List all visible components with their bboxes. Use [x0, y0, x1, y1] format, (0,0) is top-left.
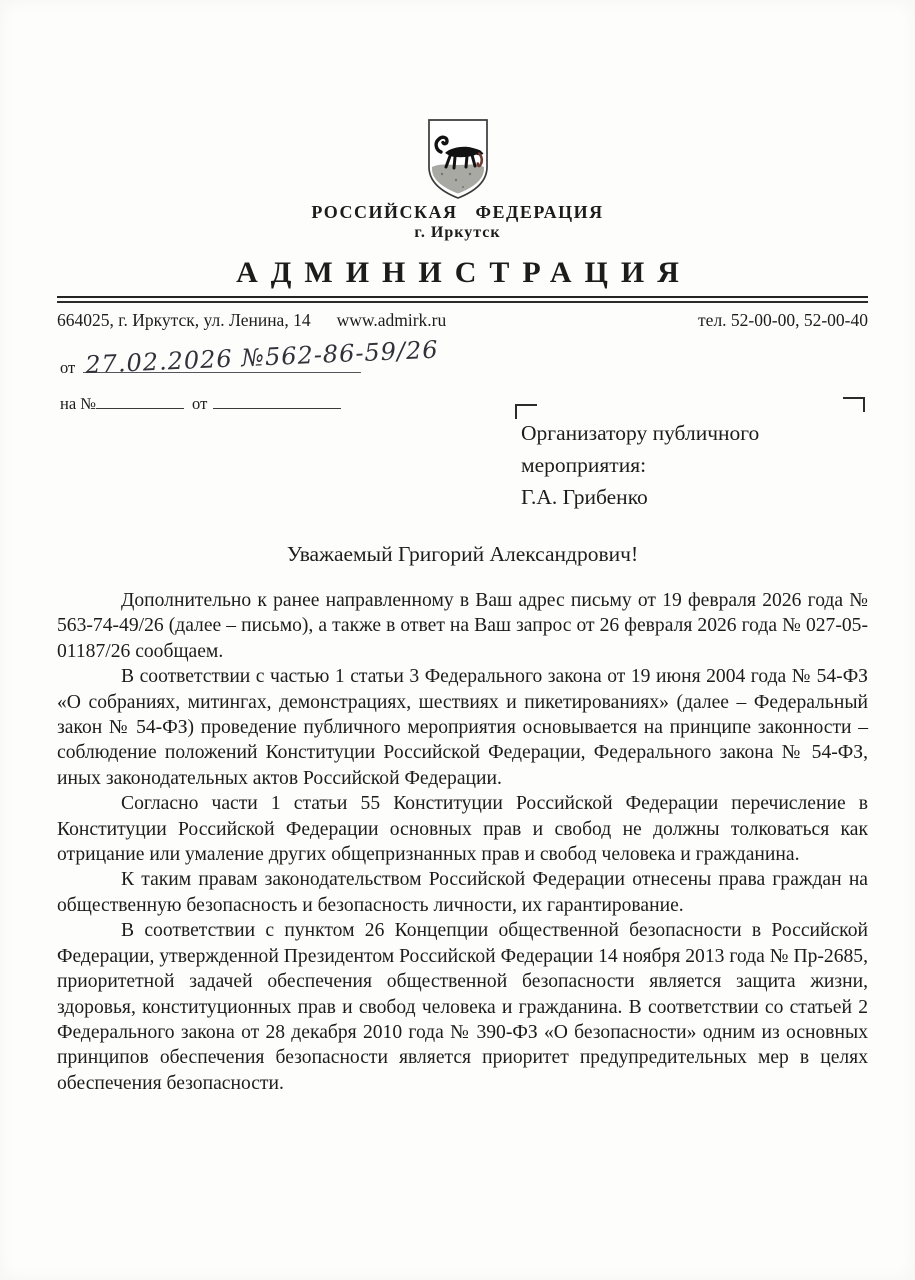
incoming-date-field: [213, 394, 341, 409]
letterhead-double-rule: [57, 296, 868, 303]
letterhead-website: www.admirk.ru: [336, 310, 447, 330]
recipient-name: Г.А. Грибенко: [521, 485, 648, 509]
letterhead-city: г. Иркутск: [414, 224, 501, 241]
body-paragraph: В соответствии с частью 1 статьи 3 Федерального закона от 19 июня 2004 года № 54-ФЗ «О собраниях, митингах, демонстрациях, шествиях и пикетированиях» (далее – Федеральный закон № 54-ФЗ) проведение публичного мероприятия основывается на принципе законности – соблюдение положений Конституции Российской Федерации, Федерального закона № 54-ФЗ, иных законодательных актов Российской Федерации.: [57, 666, 868, 789]
incoming-number-field: [96, 394, 184, 409]
letterhead-country: РОССИЙСКАЯ ФЕДЕРАЦИЯ: [311, 202, 604, 222]
body-paragraph: В соответствии с пунктом 26 Концепции общественной безопасности в Российской Федерации, утвержденной Президентом Российской Федерации 14 ноября 2013 года № Пр-2685, приоритетной задачей обеспечения общественной безопасности является защита жизни, здоровья, конституционных прав и свобод человека и гражданина. В соответствии со статьей 2 Федерального закона от 28 декабря 2010 года № 390-ФЗ «О безопасности» одним из основных принципов обеспечения безопасности является приоритет предупредительных мер в целях обеспечения безопасности.: [57, 920, 868, 1094]
salutation: Уважаемый Григорий Александрович!: [286, 542, 639, 566]
address-corner-mark-left: [515, 404, 537, 419]
body-paragraph: К таким правам законодательством Российской Федерации отнесены права граждан на общественную безопасность и безопасность личности, их гарантирование.: [57, 869, 868, 916]
outgoing-reference-line: [60, 335, 440, 379]
handwritten-outgoing-number: 27.02.2026 №562-86-59/26: [85, 335, 440, 379]
letter-body: [57, 588, 868, 1096]
recipient-line: Организатору публичного: [521, 421, 760, 445]
body-paragraph: Дополнительно к ранее направленному в Ваш адрес письму от 19 февраля 2026 года № 563-74-49/26 (далее – письмо), а также в ответ на Ваш запрос от 26 февраля 2026 года № 027-05-01187/26 сообщаем.: [57, 590, 868, 662]
recipient-line: мероприятия:: [521, 453, 647, 477]
letterhead-address: 664025, г. Иркутск, ул. Ленина, 14: [57, 310, 311, 330]
address-corner-mark-right: [843, 397, 865, 412]
body-paragraph: Согласно части 1 статьи 55 Конституции Российской Федерации перечисление в Конституции Российской Федерации основных прав и свобод не должны толковаться как отрицание или умаление других общепризнанных прав и свобод человека и гражданина.: [57, 793, 868, 866]
letterhead-organization: АДМИНИСТРАЦИЯ: [236, 256, 692, 289]
incoming-date-label: от: [192, 394, 208, 413]
recipient-block: [521, 417, 853, 513]
letterhead-contact-row: [57, 310, 868, 331]
incoming-number-label: на №: [60, 394, 97, 413]
outgoing-from-label: от: [60, 358, 76, 377]
letterhead-phone: тел. 52-00-00, 52-00-40: [698, 310, 868, 330]
irkutsk-coat-of-arms-icon: [426, 117, 490, 205]
incoming-reference-line: [60, 394, 341, 414]
outgoing-number-field: [83, 335, 440, 379]
